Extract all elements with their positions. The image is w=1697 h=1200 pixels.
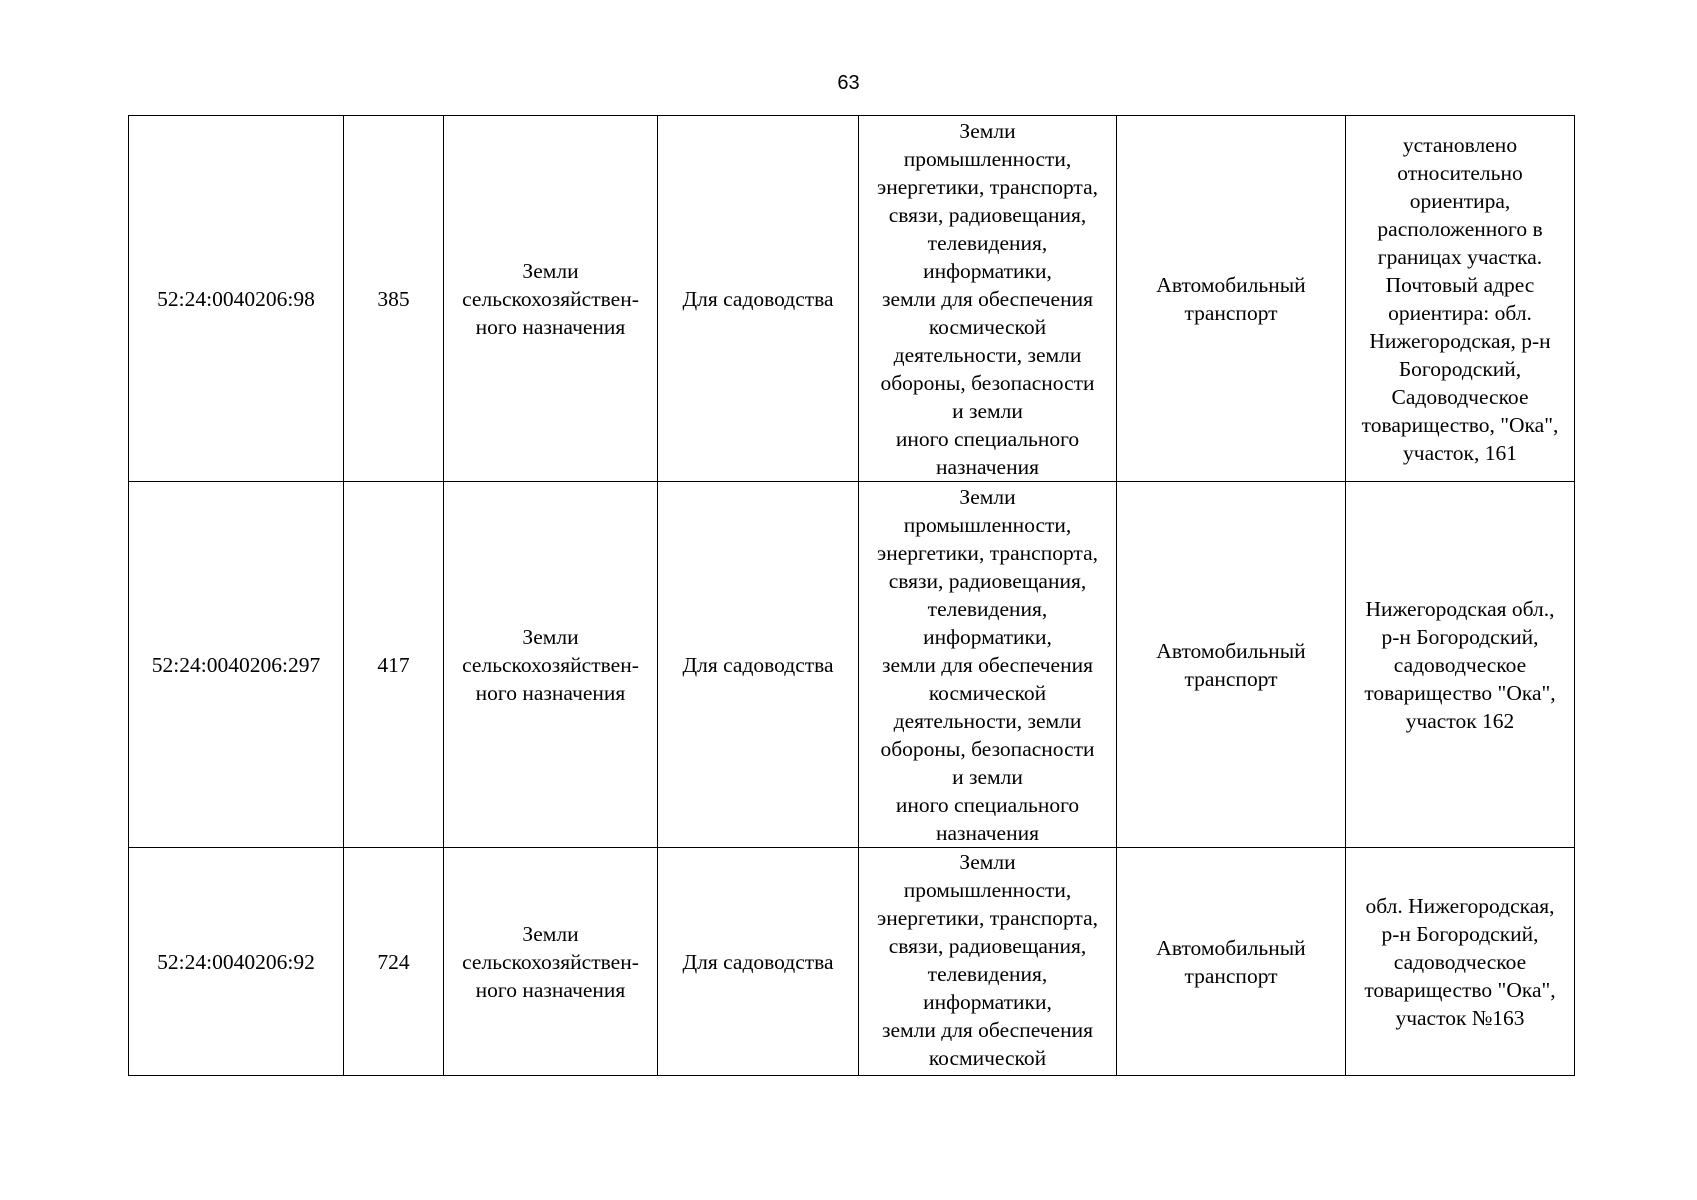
- permitted-use-cell: Для садоводства: [658, 482, 859, 848]
- area-cell: 385: [344, 116, 444, 482]
- table-row: [129, 848, 1575, 1076]
- land-plots-table: [128, 115, 1575, 1076]
- table-row: [129, 482, 1575, 848]
- purpose-cell: Автомобильный транспорт: [1117, 482, 1346, 848]
- page-number: 63: [837, 72, 860, 94]
- permitted-use-cell: Для садоводства: [658, 116, 859, 482]
- area-cell: 724: [344, 848, 444, 1076]
- cadastral-number-cell: 52:24:0040206:98: [129, 116, 344, 482]
- address-cell: установлено относительно ориентира, расположенного в границах участка. Почтовый адрес ориентира: обл. Нижегородская, р-н Богородский, Садоводческое товарищество, "Ока", участок, 161: [1346, 116, 1575, 482]
- target-category-cell: Земли промышленности, энергетики, транспорта, связи, радиовещания, телевидения, информатики, земли для обеспечения космической деятельности, земли обороны, безопасности и земли иного специального назначения: [859, 482, 1117, 848]
- cadastral-number-cell: 52:24:0040206:297: [129, 482, 344, 848]
- land-category-cell: Земли сельскохозяйствен- ного назначения: [444, 848, 658, 1076]
- land-category-cell: Земли сельскохозяйствен- ного назначения: [444, 116, 658, 482]
- purpose-cell: Автомобильный транспорт: [1117, 116, 1346, 482]
- address-cell: обл. Нижегородская, р-н Богородский, садоводческое товарищество "Ока", участок №163: [1346, 848, 1575, 1076]
- target-category-cell: Земли промышленности, энергетики, транспорта, связи, радиовещания, телевидения, информатики, земли для обеспечения космической: [859, 848, 1117, 1076]
- table-row: [129, 116, 1575, 482]
- address-cell: Нижегородская обл., р-н Богородский, садоводческое товарищество "Ока", участок 162: [1346, 482, 1575, 848]
- target-category-cell: Земли промышленности, энергетики, транспорта, связи, радиовещания, телевидения, информатики, земли для обеспечения космической деятельности, земли обороны, безопасности и земли иного специального назначения: [859, 116, 1117, 482]
- land-category-cell: Земли сельскохозяйствен- ного назначения: [444, 482, 658, 848]
- permitted-use-cell: Для садоводства: [658, 848, 859, 1076]
- area-cell: 417: [344, 482, 444, 848]
- cadastral-number-cell: 52:24:0040206:92: [129, 848, 344, 1076]
- purpose-cell: Автомобильный транспорт: [1117, 848, 1346, 1076]
